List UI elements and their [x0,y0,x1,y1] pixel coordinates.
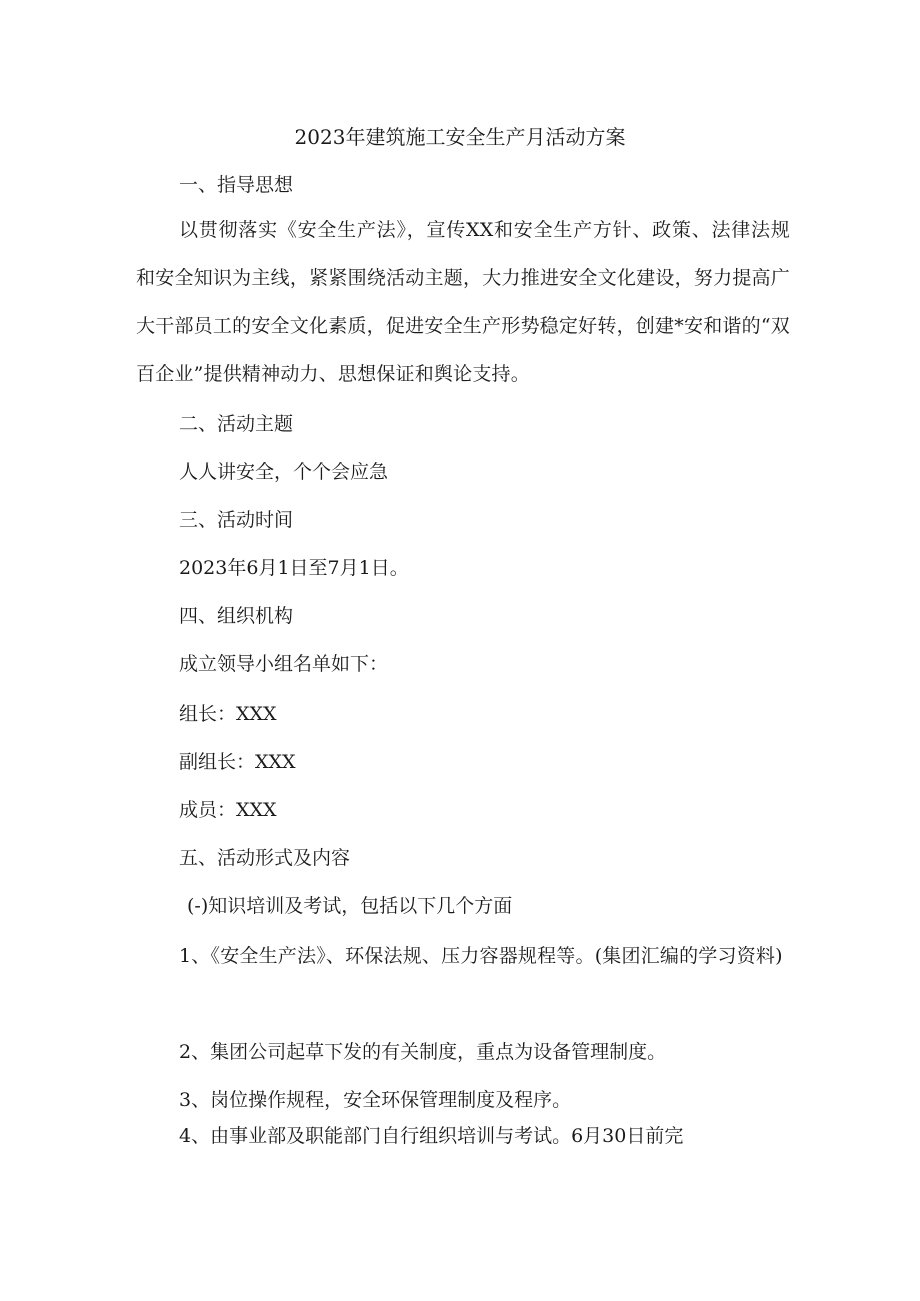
section-heading-activity-form: 五、活动形式及内容 [179,847,351,869]
section-heading-activity-time: 三、活动时间 [179,509,294,531]
section-heading-organization: 四、组织机构 [179,605,294,627]
section-heading-activity-theme: 二、活动主题 [179,413,294,435]
activity-theme-text: 人人讲安全，个个会应急 [179,461,389,483]
subsection-knowledge-training: (-)知识培训及考试，包括以下几个方面 [187,895,513,917]
guiding-ideology-paragraph: 以贯彻落实《安全生产法》，宣传XX和安全生产方针、政策、法律法规和安全知识为主线，紧紧围绕活动主题，大力推进安全文化建设，努力提高广大干部员工的安全文化素质，促进安全生产形势稳定好转，创建*安和谐的“双百企业”提供精神动力、思想保证和舆论支持。 [136,219,790,385]
deputy-group-leader: 副组长：XXX [179,751,296,773]
training-item-3: 3、岗位操作规程，安全环保管理制度及程序。 [179,1089,572,1111]
document-title: 2023年建筑施工安全生产月活动方案 [294,125,626,149]
organization-intro: 成立领导小组名单如下： [179,653,389,675]
activity-time-text: 2023年6月1日至7月1日。 [179,557,409,579]
training-item-1: 1、《安全生产法》、环保法规、压力容器规程等。(集团汇编的学习资料) [179,945,783,967]
training-item-4: 4、由事业部及职能部门自行组织培训与考试。6月30日前完 [179,1125,684,1147]
group-leader: 组长：XXX [179,703,277,725]
training-item-2: 2、集团公司起草下发的有关制度，重点为设备管理制度。 [179,1041,667,1063]
section-heading-guiding-ideology: 一、指导思想 [179,174,294,196]
group-members: 成员：XXX [179,799,277,821]
